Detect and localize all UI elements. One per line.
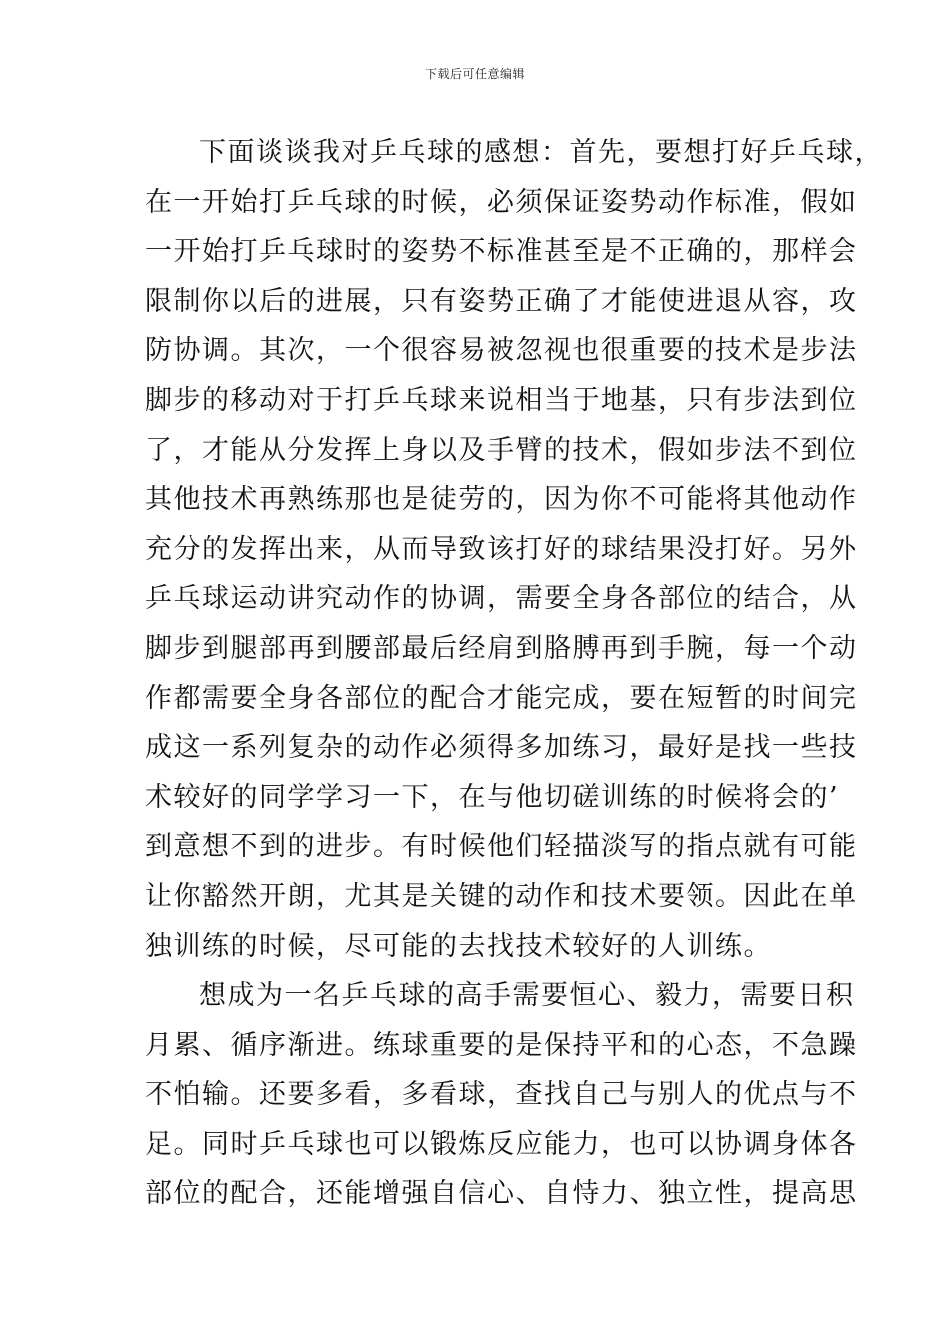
paragraph-line: 了，才能从分发挥上身以及手臂的技术，假如步法不到位 (145, 434, 858, 466)
paragraph-line: 足。同时乒乓球也可以锻炼反应能力，也可以协调身体各 (145, 1128, 858, 1160)
paragraph-line: 脚步到腿部再到腰部最后经肩到胳膊再到手腕，每一个动 (145, 632, 858, 664)
paragraph-line: 让你豁然开朗，尤其是关键的动作和技术要领。因此在单 (145, 880, 858, 912)
paragraph-line: 成这一系列复杂的动作必须得多加练习，最好是找一些技 (145, 732, 858, 764)
paragraph-line: 部位的配合，还能增强自信心、自恃力、独立性，提高思 (145, 1178, 858, 1210)
paragraph-line: 到意想不到的进步。有时候他们轻描淡写的指点就有可能 (145, 831, 858, 863)
paragraph-line: 限制你以后的进展，只有姿势正确了才能使进退从容，攻 (145, 285, 858, 317)
paragraph-line: 月累、循序渐进。练球重要的是保持平和的心态，不急躁 (145, 1029, 858, 1061)
paragraph-line: 术较好的同学学习一下，在与他切磋训练的时候将会的’ (145, 781, 840, 813)
paragraph-line: 脚步的移动对于打乒乓球来说相当于地基，只有步法到位 (145, 384, 858, 416)
paragraph-line: 充分的发挥出来，从而导致该打好的球结果没打好。另外 (145, 533, 858, 565)
paragraph-line: 在一开始打乒乓球的时候，必须保证姿势动作标准，假如 (145, 186, 858, 218)
paragraph-line: 想成为一名乒乓球的高手需要恒心、毅力，需要日积 (199, 980, 855, 1012)
paragraph-line: 作都需要全身各部位的配合才能完成，要在短暂的时间完 (145, 682, 858, 714)
paragraph-line: 防协调。其次，一个很容易被忽视也很重要的技术是步法 (145, 335, 858, 367)
paragraph-line: 下面谈谈我对乒乓球的感想：首先，要想打好乒乓球， (199, 137, 883, 168)
body-text (145, 128, 883, 1219)
paragraph-line: 一开始打乒乓球时的姿势不标准甚至是不正确的，那样会 (145, 236, 858, 268)
paragraph-line: 独训练的时候，尽可能的去找技术较好的人训练。 (145, 930, 772, 962)
paragraph-line: 乒乓球运动讲究动作的协调，需要全身各部位的结合，从 (145, 583, 858, 615)
page-header: 下载后可任意编辑 (424, 67, 525, 81)
paragraph-line: 不怕输。还要多看，多看球，查找自己与别人的优点与不 (145, 1079, 858, 1111)
paragraph-line: 其他技术再熟练那也是徒劳的，因为你不可能将其他动作 (145, 484, 858, 516)
